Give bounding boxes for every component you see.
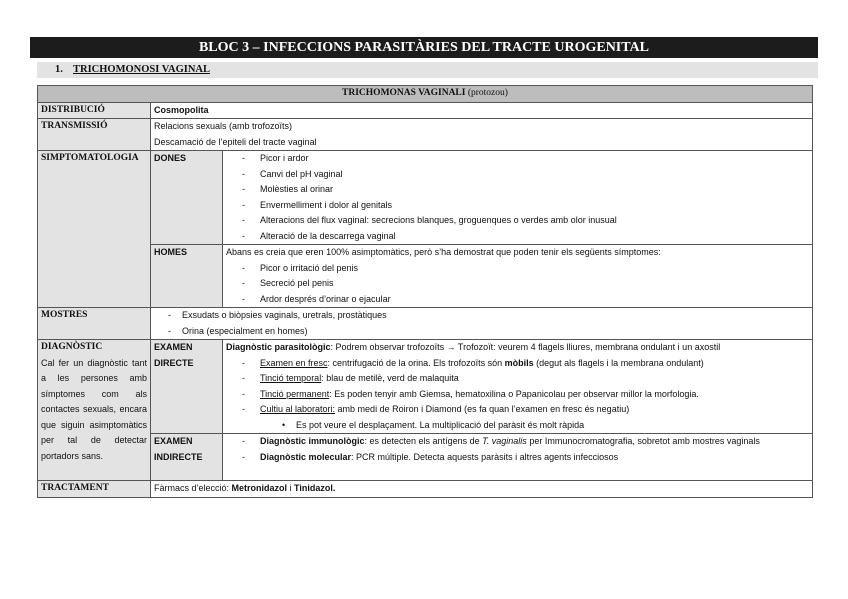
tractament-row xyxy=(38,481,813,498)
fresc-text: : centrifugació de la orina. Els trofozoïts són xyxy=(327,357,505,368)
table-header-note: (protozou) xyxy=(467,88,508,98)
distribucio-row xyxy=(38,102,813,119)
list-item: - Envermelliment i dolor al genitals xyxy=(226,198,809,214)
list-item: - Ardor després d’orinar o ejacular xyxy=(226,292,809,308)
cultiu-title: Cultiu al laboratori: xyxy=(260,404,336,414)
list-item xyxy=(226,356,809,372)
simptomatologia-dones-row xyxy=(38,151,813,245)
list-item: - Alteracions del flux vaginal: secrecions blanques, groguenques o verdes amb olor inusual xyxy=(226,213,809,229)
list-item: - Alteració de la descarrega vaginal xyxy=(226,229,809,245)
tractament-connector: i xyxy=(287,483,295,493)
molecular-text: : PCR múltiple. Detecta aquests paràsits i altres agents infecciosos xyxy=(351,451,619,462)
immuno-text: : es detecten els antígens de xyxy=(364,436,483,446)
section-heading xyxy=(37,62,818,78)
fresc-bold: mòbils xyxy=(504,357,534,368)
cultiu-text: amb medi de Roiron i Diamond (es fa quan l’examen en fresc és negatiu) xyxy=(335,404,630,414)
simptomatologia-homes-row xyxy=(38,245,813,308)
section-number: 1. xyxy=(55,64,63,75)
mostres-label: MOSTRES xyxy=(38,308,151,340)
dones-label: DONES xyxy=(151,151,223,245)
tractament-label: TRACTAMENT xyxy=(38,481,151,498)
simptomatologia-label: SIMPTOMATOLOGIA xyxy=(38,151,151,308)
examen-word: EXAMEN xyxy=(154,436,193,446)
diagnostic-description: Cal fer un diagnòstic tant a les persones amb símptomes com als contactes sexuals, encara que siguin asimptomàtics per tal de detectar portadors sans. xyxy=(41,357,147,461)
fresc-end: (degut als flagels i la membrana ondulant) xyxy=(533,357,704,368)
list-item xyxy=(226,450,809,466)
diagnostic-label: DIAGNÒSTIC xyxy=(41,342,103,352)
examen-indirecte-label xyxy=(151,434,223,481)
indirecte-word: INDIRECTE xyxy=(154,451,203,462)
immuno-end: per Immunocromatografia, sobretot amb mostres vaginals xyxy=(526,436,760,446)
transmissio-label: TRANSMISSIÓ xyxy=(38,119,151,151)
temporal-text: : blau de metilè, verd de malaquita xyxy=(321,373,459,383)
parasite-info-table xyxy=(37,85,813,498)
examen-indirecte-content xyxy=(223,434,813,481)
temporal-title: Tinció temporal xyxy=(260,373,322,383)
tractament-suffix: . xyxy=(332,483,336,493)
homes-intro: Abans es creia que eren 100% asimptomàtics, però s’ha demostrat que poden tenir els següents símptomes: xyxy=(226,247,661,257)
drug-tinidazol: Tinidazol xyxy=(294,483,333,493)
distribucio-value: Cosmopolita xyxy=(151,102,813,119)
homes-label: HOMES xyxy=(151,245,223,308)
list-item: - Orina (especialment en homes) xyxy=(154,324,809,340)
distribucio-label: DISTRIBUCIÓ xyxy=(38,102,151,119)
list-item xyxy=(226,434,809,450)
list-item xyxy=(226,387,809,403)
list-item: - Canvi del pH vaginal xyxy=(226,167,809,183)
list-item: - Picor o irritació del penis xyxy=(226,261,809,277)
list-item xyxy=(226,402,809,418)
mostres-value xyxy=(151,308,813,340)
transmissio-row xyxy=(38,119,813,151)
directe-word: DIRECTE xyxy=(154,357,194,368)
dones-symptoms xyxy=(223,151,813,245)
list-item: - Picor i ardor xyxy=(226,151,809,167)
list-item: - Molèsties al orinar xyxy=(226,182,809,198)
diagnostic-directe-row xyxy=(38,340,813,434)
list-item: - Secreció pel penis xyxy=(226,276,809,292)
transmissio-line: Relacions sexuals (amb trofozoïts) xyxy=(154,121,293,131)
drug-metronidazol: Metronidazol xyxy=(231,483,288,493)
diagnostic-indirecte-row xyxy=(38,434,813,481)
diagnostic-cell xyxy=(38,340,151,481)
tractament-value xyxy=(151,481,813,498)
molecular-title: Diagnòstic molecular xyxy=(260,451,352,462)
examen-directe-label xyxy=(151,340,223,434)
transmissio-value xyxy=(151,119,813,151)
transmissio-line: Descamació de l’epiteli del tracte vaginal xyxy=(154,136,317,147)
fresc-title: Examen en fresc xyxy=(260,357,328,368)
table-header-row xyxy=(38,86,813,103)
tractament-prefix: Fàrmacs d’elecció: xyxy=(154,483,232,493)
parasitologic-title: Diagnòstic parasitològic xyxy=(226,342,331,352)
bloc-title: BLOC 3 – INFECCIONS PARASITÀRIES DEL TRACTE UROGENITAL xyxy=(30,37,818,58)
section-label: TRICHOMONOSI VAGINAL xyxy=(73,64,211,75)
immuno-title: Diagnòstic immunològic xyxy=(260,436,365,446)
homes-symptoms xyxy=(223,245,813,308)
mostres-row xyxy=(38,308,813,340)
examen-word: EXAMEN xyxy=(154,342,193,352)
list-item xyxy=(226,371,809,387)
table-header xyxy=(38,86,813,103)
parasitologic-text: : Podrem observar trofozoïts → Trofozoït: veurem 4 flagels lliures, membrana ondulant i un axostil xyxy=(330,342,721,352)
immuno-species: T. vaginalis xyxy=(482,436,527,446)
parasitologic-line xyxy=(226,340,809,356)
list-item: - Exsudats o biòpsies vaginals, uretrals, prostàtiques xyxy=(154,308,809,324)
permanent-title: Tinció permanent xyxy=(260,388,330,399)
bullet-item: • Es pot veure el desplaçament. La multiplicació del paràsit és molt ràpida xyxy=(226,418,809,434)
table-header-title: TRICHOMONAS VAGINALI xyxy=(342,88,466,98)
examen-directe-content xyxy=(223,340,813,434)
permanent-text: : Es poden tenyir amb Giemsa, hematoxilina o Papanicolau per observar millor la morfologia. xyxy=(329,388,699,399)
